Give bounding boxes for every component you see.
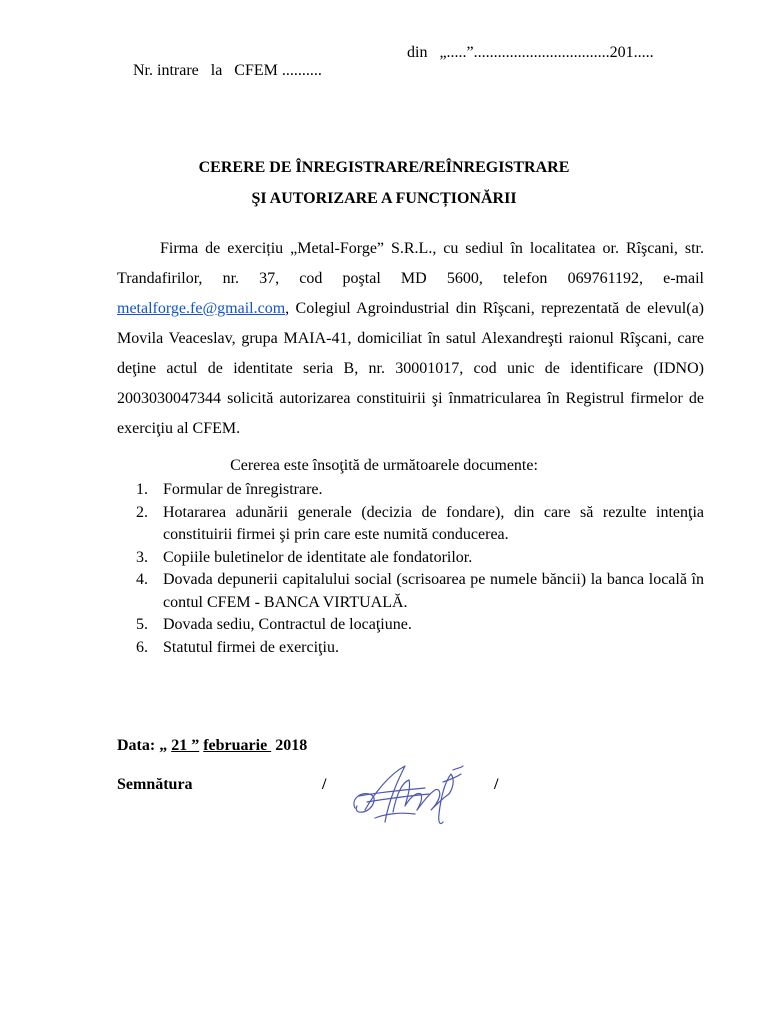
list-item-number: 5. xyxy=(136,616,148,633)
document-title-line-1: CERERE DE ÎNREGISTRARE/REÎNREGISTRARE xyxy=(198,159,570,176)
application-body-paragraph xyxy=(117,234,704,444)
list-item-number: 6. xyxy=(136,638,148,656)
document-title-line-2: ŞI AUTORIZARE A FUNCȚIONĂRII xyxy=(251,190,517,207)
list-item-number: 3. xyxy=(136,548,148,566)
date-day: 21 ” xyxy=(171,737,200,754)
document-list-item xyxy=(117,502,704,547)
registration-number-label: Nr. intrare la CFEM .......... xyxy=(133,62,322,79)
list-item-text: Copiile buletinelor de identitate ale fondatorilor. xyxy=(163,548,473,566)
documents-intro: Cererea este însoţită de următoarele documente: xyxy=(230,457,538,474)
handwritten-signature xyxy=(345,752,475,832)
body-text-before-email: Firma de exercițiu „Metal-Forge” S.R.L., cu sediul în localitatea or. Rîşcani, str. Trandafirilor, nr. 37, cod poştal MD 5600, telefon 069761192, e-mail xyxy=(117,240,704,287)
document-list-item xyxy=(117,479,704,502)
email-link[interactable]: metalforge.fe@gmail.com xyxy=(117,300,286,317)
signature-label: Semnătura xyxy=(117,776,193,793)
body-text-after-email: , Colegiul Agroindustrial din Rîşcani, reprezentată de elevul(a) Movila Veaceslav, grupa MAIA-41, domiciliat în satul Alexandreşti raionul Rîşcani, care deţine actul de identitate seria B, nr. 30001017, cod unic de identificare (IDNO) 2003030047344 solicită autorizarea constituirii şi înmatricularea în Registrul firmelor de exerciţiu al CFEM. xyxy=(117,300,704,437)
document-list-item xyxy=(117,637,704,660)
signature-slash-left: / xyxy=(322,776,327,793)
date-month: februarie xyxy=(203,737,272,754)
list-item-text: Dovada sediu, Contractul de locaţiune. xyxy=(163,616,412,633)
document-list-item xyxy=(117,547,704,570)
documents-list xyxy=(117,479,704,659)
date-line xyxy=(117,737,307,755)
document-list-item xyxy=(117,569,704,614)
list-item-text: Statutul firmei de exerciţiu. xyxy=(163,638,339,656)
signature-slash-right: / xyxy=(494,776,499,793)
registration-date-label: din „.....”..................................201..... xyxy=(407,44,654,61)
list-item-text: Formular de înregistrare. xyxy=(163,481,323,498)
list-item-text: Hotararea adunării generale (decizia de fondare), din care să rezulte intenţia constituirii firmei şi prin care este numită conducerea. xyxy=(163,503,704,543)
list-item-number: 1. xyxy=(136,481,148,498)
date-label: Data: xyxy=(117,737,160,754)
registration-number-line xyxy=(117,44,654,116)
date-open-quote: „ xyxy=(159,737,172,754)
date-year: 2018 xyxy=(271,737,308,754)
list-item-number: 2. xyxy=(136,503,148,521)
list-item-text: Dovada depunerii capitalului social (scrisoarea pe numele băncii) la banca locală în contul CFEM - BANCA VIRTUALĂ. xyxy=(163,571,704,611)
list-item-number: 4. xyxy=(136,571,148,588)
document-list-item xyxy=(117,614,704,637)
